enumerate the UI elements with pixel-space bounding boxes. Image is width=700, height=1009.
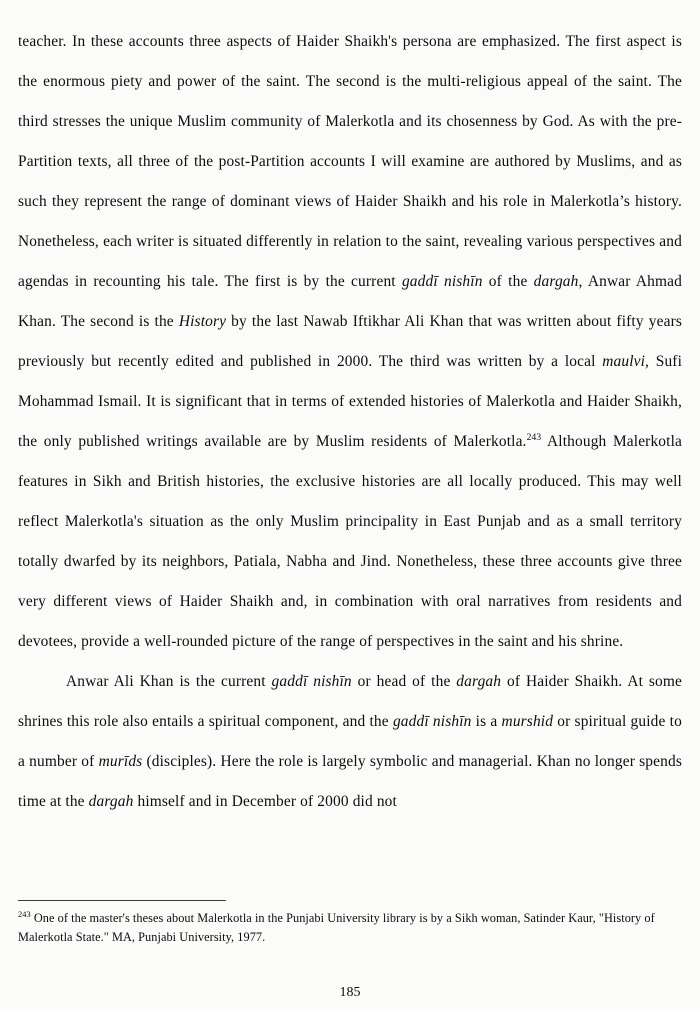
footnote-marker: 243	[18, 909, 31, 919]
footnote-243	[18, 909, 682, 946]
page-number: 185	[339, 985, 361, 1000]
footnote-separator-rule	[18, 900, 226, 901]
page-body-text	[18, 22, 682, 822]
paragraph-2: Anwar Ali Khan is the current gaddī nishīn or head of the dargah of Haider Shaikh. At some shrines this role also entails a spiritual component, and the gaddī nishīn is a murshid or spiritual guide to a number of murīds (disciples). Here the role is largely symbolic and managerial. Khan no longer spends time at the dargah himself and in December of 2000 did not	[18, 673, 682, 810]
footnote-area	[18, 900, 682, 946]
footnote-body: One of the master's theses about Malerkotla in the Punjabi University library is by a Sikh woman, Satinder Kaur, "History of Malerkotla State." MA, Punjabi University, 1977.	[18, 911, 655, 944]
paragraph-1: teacher. In these accounts three aspects of Haider Shaikh's persona are emphasized. The first aspect is the enormous piety and power of the saint. The second is the multi-religious appeal of the saint. The third stresses the unique Muslim community of Malerkotla and its chosenness by God. As with the pre-Partition texts, all three of the post-Partition accounts I will examine are authored by Muslims, and as such they represent the range of dominant views of Haider Shaikh and his role in Malerkotla’s history. Nonetheless, each writer is situated differently in relation to the saint, revealing various perspectives and agendas in recounting his tale. The first is by the current gaddī nishīn of the dargah, Anwar Ahmad Khan. The second is the History by the last Nawab Iftikhar Ali Khan that was written about fifty years previously but recently edited and published in 2000. The third was written by a local maulvi, Sufi Mohammad Ismail. It is significant that in terms of extended histories of Malerkotla and Haider Shaikh, the only published writings available are by Muslim residents of Malerkotla.$^{243}$ Although Malerkotla features in Sikh and British histories, the exclusive histories are all locally produced. This may well reflect Malerkotla's situation as the only Muslim principality in East Punjab and as a small territory totally dwarfed by its neighbors, Patiala, Nabha and Jind. Nonetheless, these three accounts give three very different views of Haider Shaikh and, in combination with oral narratives from residents and devotees, provide a well-rounded picture of the range of perspectives in the saint and his shrine.	[18, 33, 683, 650]
